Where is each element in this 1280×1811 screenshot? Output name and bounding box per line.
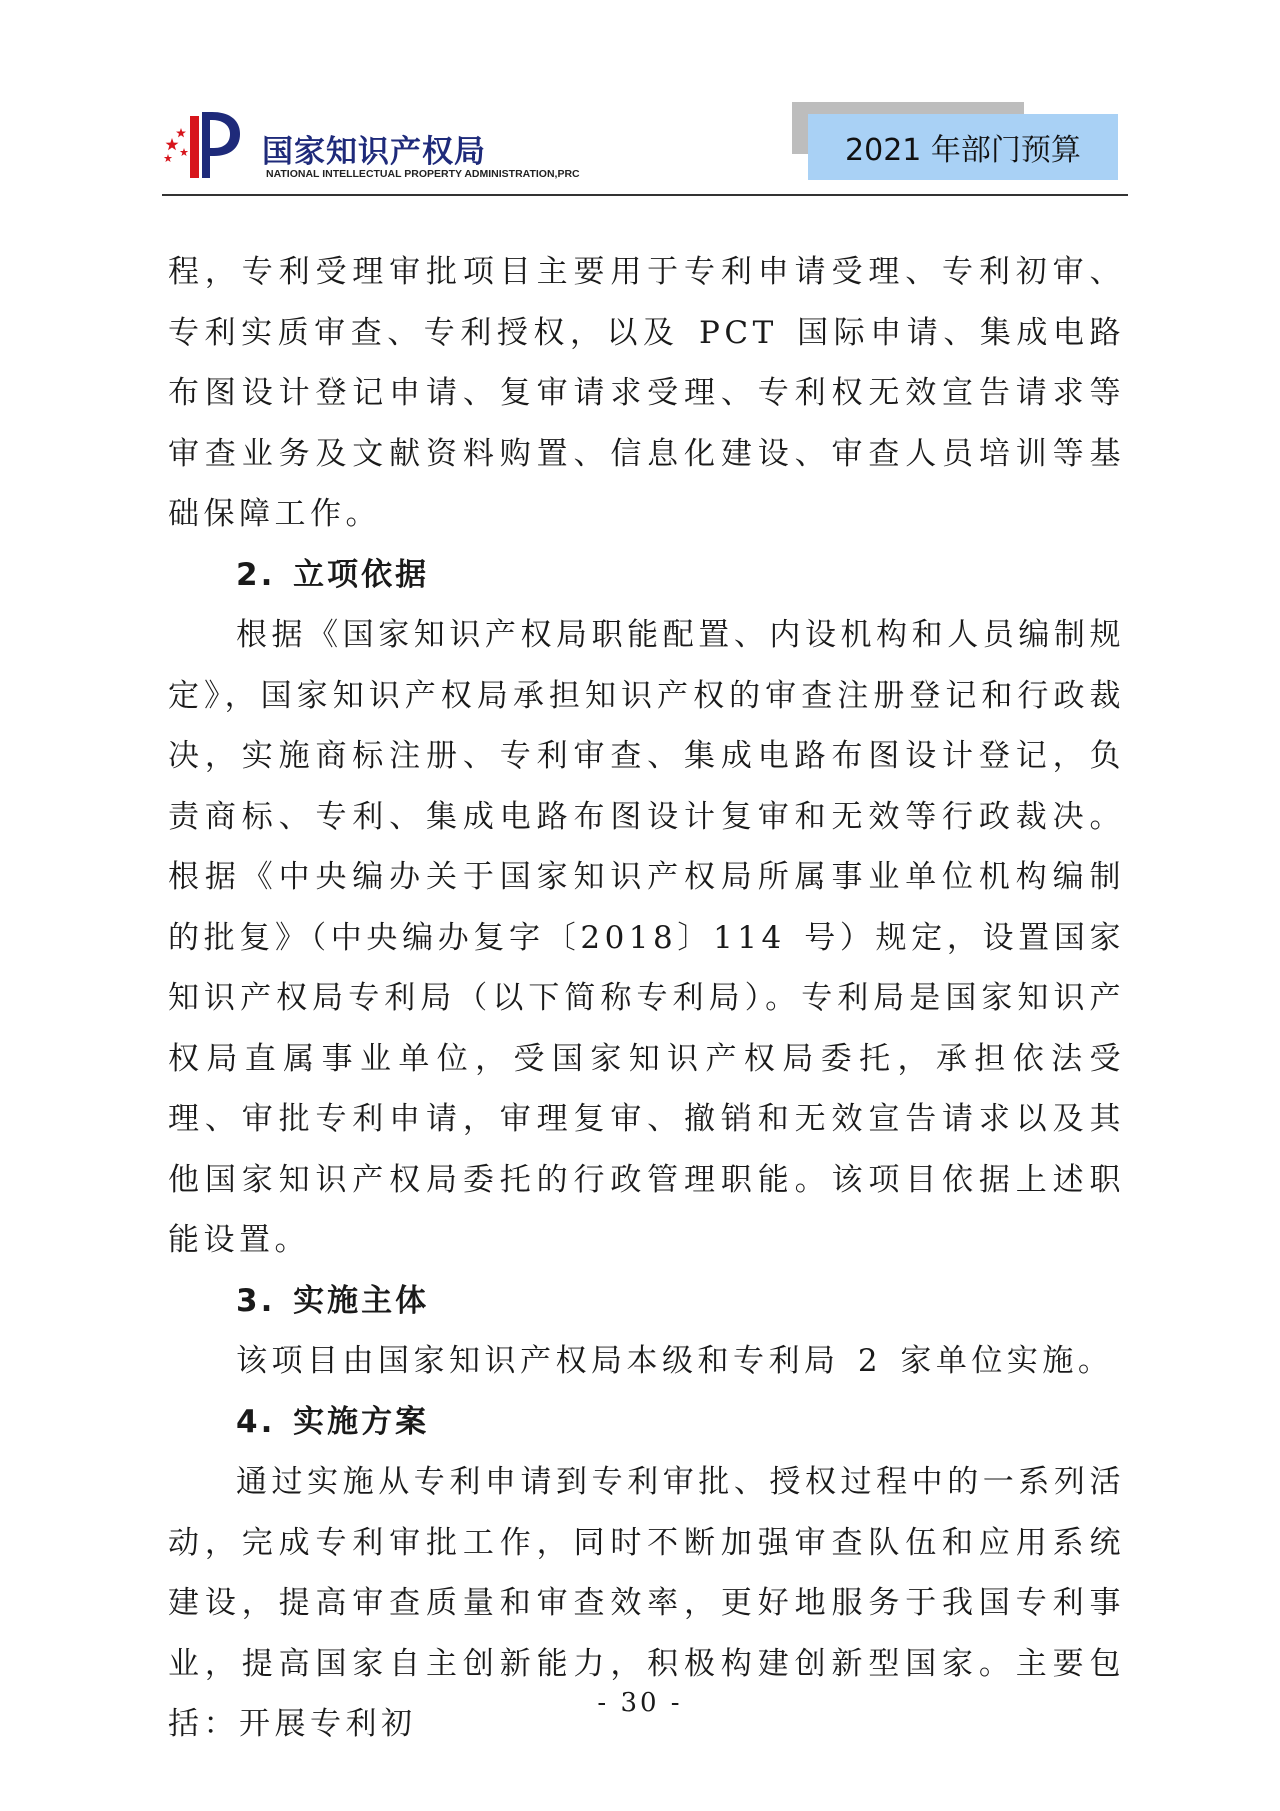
document-body: [168, 242, 1125, 1755]
paragraph-continuation: 程，专利受理审批项目主要用于专利申请受理、专利初审、专利实质审查、专利授权，以及 PCT 国际申请、集成电路布图设计登记申请、复审请求受理、专利权无效宣告请求等审查业务及文献资料购置、信息化建设、审查人员培训等基础保障工作。: [168, 254, 1125, 532]
org-name-cn: 国家知识产权局: [262, 134, 486, 170]
budget-year-badge: 2021 年部门预算: [808, 114, 1118, 180]
paragraph-plan: 通过实施从专利申请到专利审批、授权过程中的一系列活动，完成专利审批工作，同时不断加强审查队伍和应用系统建设，提高审查质量和审查效率，更好地服务于我国专利事业，提高国家自主创新能力，积极构建创新型国家。主要包括：开展专利初: [168, 1464, 1125, 1742]
section-heading-plan: 4. 实施方案: [236, 1403, 430, 1440]
page-header: [0, 0, 1280, 200]
page-number: - 30 -: [597, 1688, 683, 1718]
header-divider: [162, 194, 1128, 196]
org-name-en: NATIONAL INTELLECTUAL PROPERTY ADMINISTRATION,PRC: [266, 168, 580, 180]
paragraph-subject: 该项目由国家知识产权局本级和专利局 2 家单位实施。: [236, 1343, 1114, 1379]
paragraph-basis: 根据《国家知识产权局职能配置、内设机构和人员编制规定》，国家知识产权局承担知识产权的审查注册登记和行政裁决，实施商标注册、专利审查、集成电路布图设计登记，负责商标、专利、集成电路布图设计复审和无效等行政裁决。根据《中央编办关于国家知识产权局所属事业单位机构编制的批复》（中央编办复字〔2018〕114 号）规定，设置国家知识产权局专利局（以下简称专利局）。专利局是国家知识产权局直属事业单位，受国家知识产权局委托，承担依法受理、审批专利申请，审理复审、撤销和无效宣告请求以及其他国家知识产权局委托的行政管理职能。该项目依据上述职能设置。: [168, 617, 1125, 1258]
section-heading-subject: 3. 实施主体: [236, 1282, 430, 1319]
cnipa-logo-icon: [162, 108, 242, 180]
section-heading-basis: 2. 立项依据: [236, 556, 430, 593]
